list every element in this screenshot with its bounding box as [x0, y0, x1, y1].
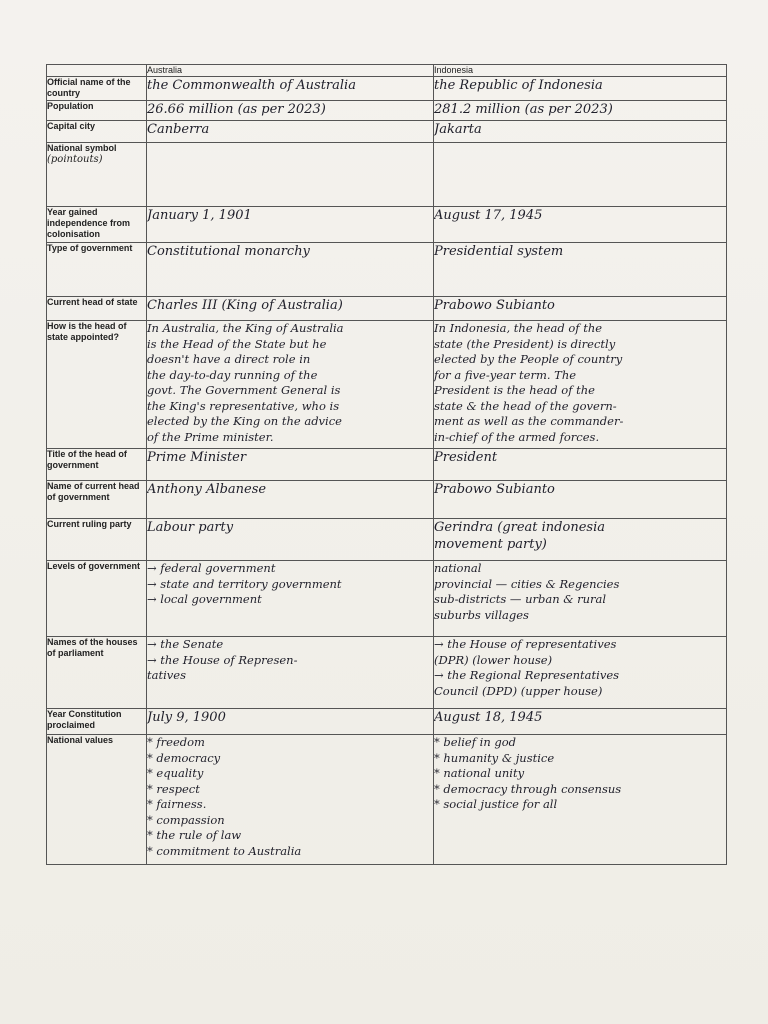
cell-line: * the rule of law — [147, 828, 242, 842]
cell-line: * fairness. — [147, 797, 207, 811]
row-label — [47, 321, 147, 449]
cell-line: → local government — [147, 592, 262, 606]
header-indonesia: Indonesia — [434, 65, 727, 77]
cell-line: state (the President) is directly — [434, 336, 616, 351]
row-label-text: Year Constitution proclaimed — [47, 709, 122, 730]
indonesia-cell — [434, 143, 727, 207]
australia-cell — [147, 101, 434, 121]
cell-line: * social justice for all — [434, 797, 558, 811]
indonesia-cell — [434, 121, 727, 143]
row-label-text: Capital city — [47, 121, 96, 131]
cell-line: ment as well as the commander- — [434, 414, 624, 428]
cell-line: the King's representative, who is — [147, 398, 340, 413]
row-label — [47, 297, 147, 321]
table-row — [47, 143, 727, 207]
indonesia-cell — [434, 735, 727, 865]
cell-line: In Australia, the King of Australia — [147, 321, 344, 335]
row-label — [47, 101, 147, 121]
cell-line: In Indonesia, the head of the — [434, 321, 603, 335]
australia-cell — [147, 637, 434, 709]
row-label-text: Official name of the country — [47, 77, 131, 98]
comparison-table — [46, 64, 727, 865]
cell-line: * democracy — [147, 750, 221, 765]
australia-cell — [147, 207, 434, 243]
table-row — [47, 207, 727, 243]
row-label-text: How is the head of state appointed? — [47, 321, 127, 342]
cell-line: → the Senate — [147, 637, 224, 651]
cell-line: national — [434, 561, 482, 575]
row-label-text: Current ruling party — [47, 519, 132, 529]
indonesia-cell — [434, 77, 727, 101]
cell-line: Prime Minister — [147, 450, 247, 465]
cell-line: President is the head of the — [434, 383, 595, 397]
cell-line: tatives — [147, 668, 186, 682]
cell-line: elected by the People of country — [434, 352, 623, 366]
australia-cell — [147, 243, 434, 297]
cell-line: President — [434, 450, 498, 465]
row-label — [47, 481, 147, 519]
cell-line: 281.2 million (as per 2023) — [434, 102, 613, 117]
header-row — [47, 65, 727, 77]
cell-line: * humanity & justice — [434, 750, 555, 765]
cell-line: the Commonwealth of Australia — [147, 78, 356, 93]
cell-line: Council (DPD) (upper house) — [434, 683, 603, 698]
cell-line: the day-to-day running of the — [147, 367, 318, 382]
cell-line: * freedom — [147, 735, 205, 749]
cell-line: the Republic of Indonesia — [434, 78, 603, 93]
row-label — [47, 561, 147, 637]
table-row — [47, 121, 727, 143]
cell-line: provincial — cities & Regencies — [434, 576, 620, 591]
cell-line: movement party) — [434, 537, 547, 552]
cell-line: 26.66 million (as per 2023) — [147, 102, 326, 117]
cell-line: July 9, 1900 — [147, 710, 226, 725]
cell-line: of the Prime minister. — [147, 429, 274, 444]
australia-cell — [147, 321, 434, 449]
row-label — [47, 243, 147, 297]
cell-line: Prabowo Subianto — [434, 482, 555, 497]
cell-line: sub-districts — urban & rural — [434, 592, 607, 606]
table-row — [47, 709, 727, 735]
row-label-text: Current head of state — [47, 297, 138, 307]
australia-cell — [147, 143, 434, 207]
row-label — [47, 709, 147, 735]
table-row — [47, 735, 727, 865]
table-row — [47, 101, 727, 121]
cell-line: Canberra — [147, 122, 210, 137]
table-row — [47, 561, 727, 637]
table-row — [47, 77, 727, 101]
row-label — [47, 143, 147, 207]
row-label-text: Year gained independence from colonisation — [47, 207, 131, 239]
cell-line: January 1, 1901 — [147, 208, 252, 223]
table-row — [47, 481, 727, 519]
cell-line: in-chief of the armed forces. — [434, 429, 600, 444]
row-label-text: Names of the houses of parliament — [47, 637, 138, 658]
row-label — [47, 121, 147, 143]
australia-cell — [147, 735, 434, 865]
australia-cell — [147, 297, 434, 321]
cell-line: → the House of Represen- — [147, 652, 298, 667]
cell-line: * equality — [147, 766, 204, 780]
cell-line: August 17, 1945 — [434, 208, 543, 223]
row-label — [47, 77, 147, 101]
row-label-text: National values — [47, 735, 114, 745]
row-label-note: (pointouts) — [47, 154, 103, 165]
cell-line: Anthony Albanese — [147, 482, 267, 497]
indonesia-cell — [434, 243, 727, 297]
cell-line: August 18, 1945 — [434, 710, 543, 725]
row-label — [47, 449, 147, 481]
header-blank — [47, 65, 147, 77]
cell-line: → federal government — [147, 561, 276, 575]
australia-cell — [147, 519, 434, 561]
cell-line: (DPR) (lower house) — [434, 652, 553, 667]
table-row — [47, 519, 727, 561]
row-label — [47, 207, 147, 243]
cell-line: Prabowo Subianto — [434, 298, 555, 313]
table-row — [47, 637, 727, 709]
cell-line: * belief in god — [434, 735, 517, 749]
indonesia-cell — [434, 481, 727, 519]
australia-cell — [147, 77, 434, 101]
header-australia: Australia — [147, 65, 434, 77]
cell-line: doesn't have a direct role in — [147, 352, 311, 366]
cell-line: is the Head of the State but he — [147, 336, 327, 351]
row-label-text: Population — [47, 101, 94, 111]
table-row — [47, 243, 727, 297]
indonesia-cell — [434, 637, 727, 709]
cell-line: suburbs villages — [434, 607, 529, 622]
cell-line: Constitutional monarchy — [147, 244, 310, 259]
cell-line: govt. The Government General is — [147, 383, 341, 397]
indonesia-cell — [434, 321, 727, 449]
australia-cell — [147, 481, 434, 519]
indonesia-cell — [434, 207, 727, 243]
table-row — [47, 297, 727, 321]
cell-line: state & the head of the govern- — [434, 398, 617, 413]
cell-line: → the Regional Representatives — [434, 668, 620, 682]
row-label — [47, 519, 147, 561]
cell-line: * commitment to Australia — [147, 843, 302, 858]
row-label-text: Name of current head of government — [47, 481, 140, 502]
australia-cell — [147, 561, 434, 637]
row-label — [47, 637, 147, 709]
row-label-text: National symbol — [47, 143, 117, 153]
row-label-text: Type of government — [47, 243, 133, 253]
australia-cell — [147, 709, 434, 735]
cell-line: * national unity — [434, 766, 525, 780]
cell-line: → the House of representatives — [434, 637, 617, 651]
cell-line: * respect — [147, 781, 200, 796]
table-row — [47, 449, 727, 481]
table-row — [47, 321, 727, 449]
indonesia-cell — [434, 101, 727, 121]
cell-line: * democracy through consensus — [434, 781, 622, 796]
cell-line: Charles III (King of Australia) — [147, 298, 343, 313]
indonesia-cell — [434, 709, 727, 735]
cell-line: for a five-year term. The — [434, 367, 577, 382]
row-label-text: Levels of government — [47, 561, 141, 571]
australia-cell — [147, 121, 434, 143]
cell-line: Labour party — [147, 520, 234, 535]
cell-line: elected by the King on the advice — [147, 414, 342, 428]
cell-line: * compassion — [147, 812, 225, 827]
indonesia-cell — [434, 449, 727, 481]
indonesia-cell — [434, 519, 727, 561]
indonesia-cell — [434, 297, 727, 321]
australia-cell — [147, 449, 434, 481]
cell-line: Jakarta — [434, 122, 482, 137]
cell-line: Presidential system — [434, 244, 564, 259]
cell-line: Gerindra (great indonesia — [434, 520, 605, 535]
cell-line: → state and territory government — [147, 576, 342, 591]
row-label-text: Title of the head of government — [47, 449, 127, 470]
row-label — [47, 735, 147, 865]
indonesia-cell — [434, 561, 727, 637]
